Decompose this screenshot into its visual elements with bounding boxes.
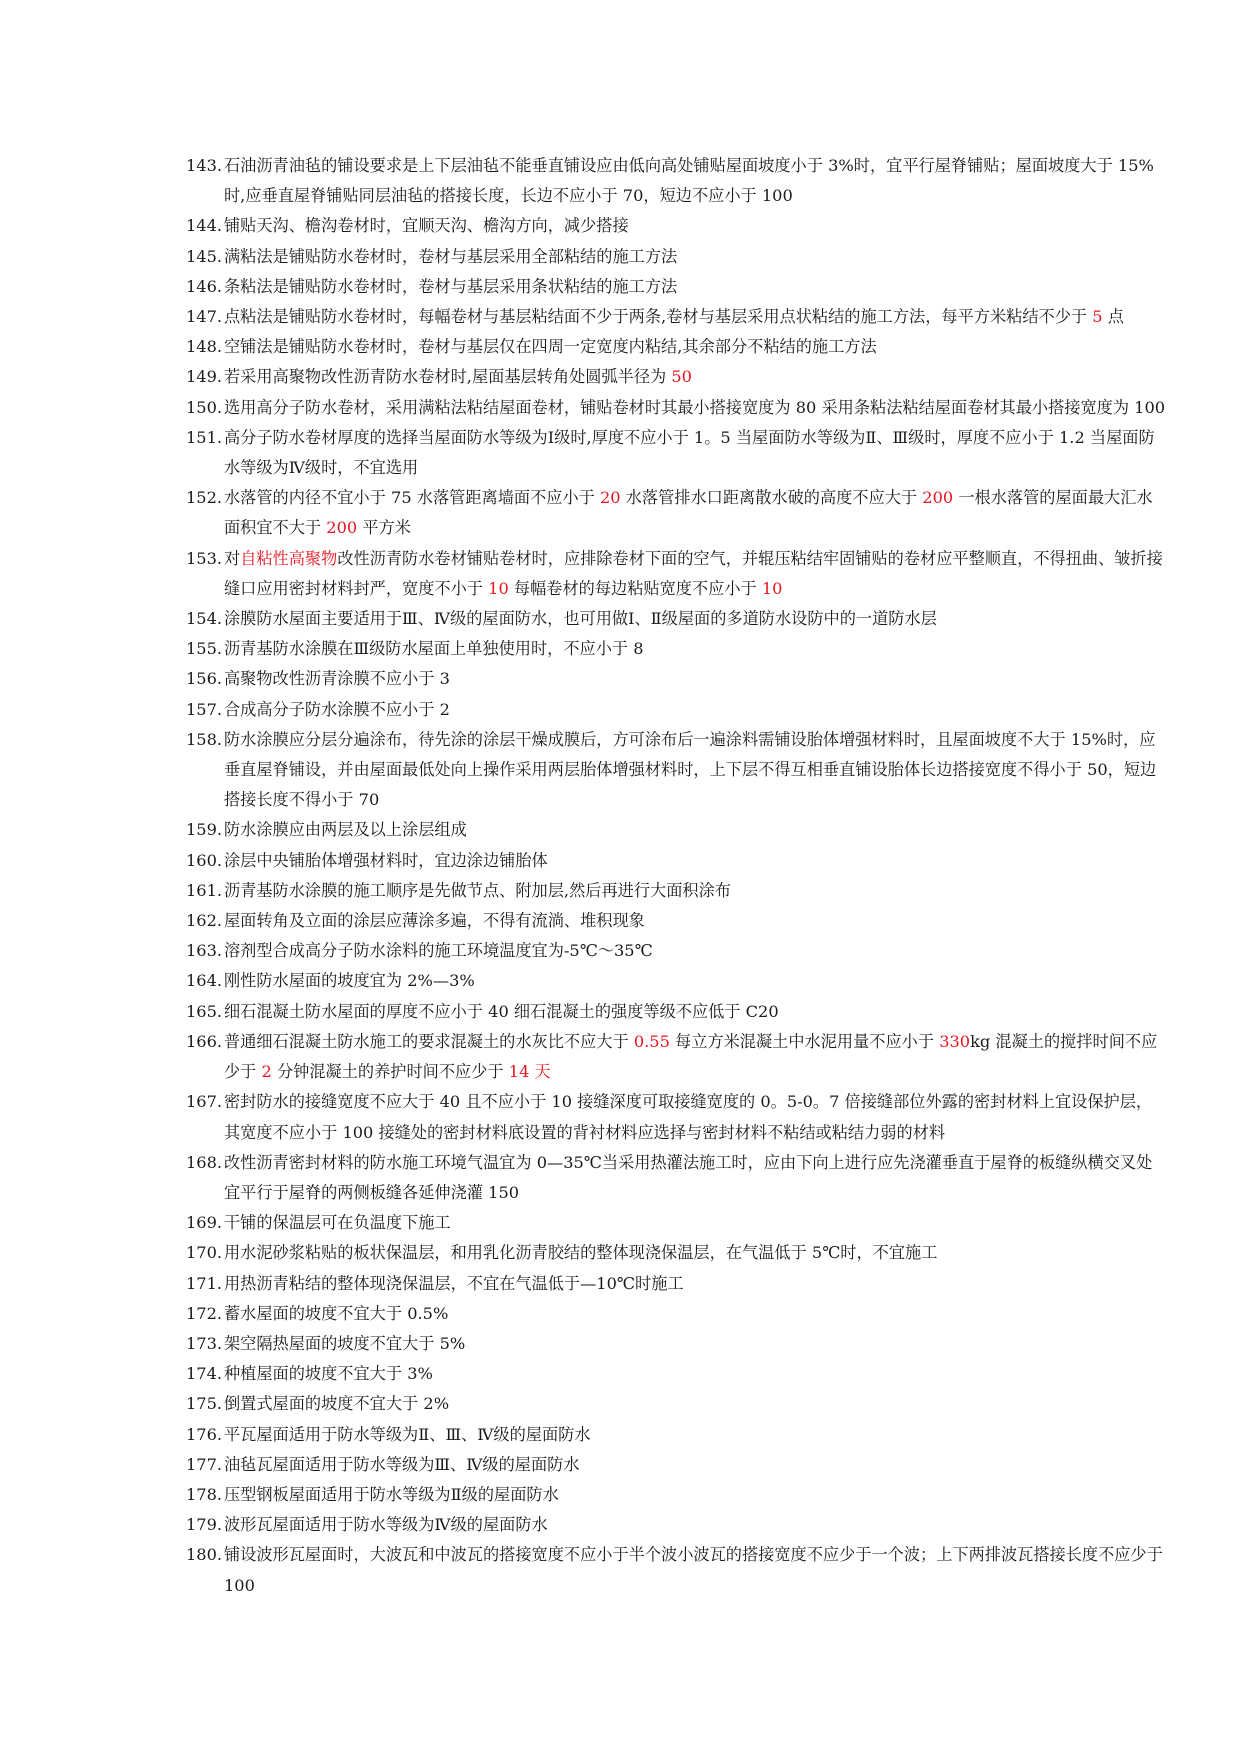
list-item bbox=[186, 393, 1166, 423]
text-segment: 空铺法是铺贴防水卷材时，卷材与基层仅在四周一定宽度内粘结,其余部分不粘结的施工方法 bbox=[224, 337, 877, 357]
text-segment: 溶剂型合成高分子防水涂料的施工环境温度宜为-5℃～35℃ bbox=[224, 941, 653, 961]
item-number: 151. bbox=[186, 427, 223, 447]
text-segment: 屋面转角及立面的涂层应薄涂多遍，不得有流淌、堆积现象 bbox=[224, 911, 645, 931]
item-text bbox=[224, 1274, 684, 1293]
item-text bbox=[224, 549, 1163, 598]
list-item bbox=[186, 695, 1166, 725]
text-segment: 满粘法是铺贴防水卷材时，卷材与基层采用全部粘结的施工方法 bbox=[224, 246, 678, 266]
item-text bbox=[224, 1334, 465, 1353]
list-item bbox=[186, 151, 1166, 211]
list-item bbox=[186, 1238, 1166, 1268]
list-item bbox=[186, 966, 1166, 996]
highlighted-text: 10 bbox=[761, 578, 783, 598]
item-number: 173. bbox=[186, 1333, 223, 1353]
text-segment: 对 bbox=[224, 548, 241, 568]
list-item bbox=[186, 846, 1166, 876]
text-segment: 波形瓦屋面适用于防水等级为Ⅳ级的屋面防水 bbox=[224, 1515, 548, 1535]
list-item bbox=[186, 1510, 1166, 1540]
item-text bbox=[224, 1545, 1163, 1594]
item-text bbox=[224, 1455, 580, 1474]
text-segment: 种植屋面的坡度不宜大于 3% bbox=[224, 1364, 433, 1384]
item-text bbox=[224, 1153, 1152, 1202]
list-item bbox=[186, 272, 1166, 302]
text-segment: 一根水落管的屋面最大汇水面积宜不大于 bbox=[224, 488, 1153, 538]
text-segment: 分钟混凝土的养护时间不应少于 bbox=[271, 1062, 509, 1082]
item-number: 166. bbox=[186, 1031, 223, 1051]
text-segment: 用热沥青粘结的整体现浇保温层，不宜在气温低于—10℃时施工 bbox=[224, 1273, 684, 1293]
numbered-list bbox=[186, 151, 1166, 1601]
text-segment: kg 混凝土的搅拌时间不应少于 bbox=[224, 1031, 1158, 1082]
list-item bbox=[186, 1299, 1166, 1329]
item-number: 178. bbox=[186, 1484, 223, 1504]
item-text bbox=[224, 277, 677, 296]
item-text bbox=[224, 1032, 1157, 1081]
item-number: 152. bbox=[186, 488, 223, 508]
item-text bbox=[224, 1304, 448, 1323]
text-segment: 细石混凝土防水屋面的厚度不应小于 40 细石混凝土的强度等级不应低于 C20 bbox=[224, 1001, 779, 1021]
list-item bbox=[186, 1359, 1166, 1389]
item-number: 180. bbox=[186, 1545, 223, 1565]
item-number: 154. bbox=[186, 609, 223, 629]
text-segment: 倒置式屋面的坡度不宜大于 2% bbox=[224, 1394, 450, 1414]
text-segment: 改性沥青密封材料的防水施工环境气温宜为 0—35℃当采用热灌法施工时，应由下向上进行应先浇灌垂直于屋脊的板缝纵横交叉处宜平行于屋脊的两侧板缝各延伸浇灌 150 bbox=[224, 1152, 1153, 1202]
list-item bbox=[186, 634, 1166, 664]
list-item bbox=[186, 906, 1166, 936]
item-number: 150. bbox=[186, 397, 223, 417]
item-text bbox=[224, 609, 937, 628]
text-segment: 蓄水屋面的坡度不宜大于 0.5% bbox=[224, 1303, 449, 1323]
list-item bbox=[186, 302, 1166, 332]
item-number: 160. bbox=[186, 850, 223, 870]
item-text bbox=[224, 247, 677, 266]
text-segment: 合成高分子防水涂膜不应小于 2 bbox=[224, 699, 450, 719]
item-number: 156. bbox=[186, 669, 223, 689]
text-segment: 每幅卷材的每边粘贴宽度不应小于 bbox=[508, 578, 762, 598]
list-item bbox=[186, 1389, 1166, 1419]
list-item bbox=[186, 483, 1166, 543]
text-segment: 油毡瓦屋面适用于防水等级为Ⅲ、Ⅳ级的屋面防水 bbox=[224, 1454, 580, 1474]
item-number: 161. bbox=[186, 880, 223, 900]
item-number: 147. bbox=[186, 307, 223, 327]
item-text bbox=[224, 820, 467, 839]
item-number: 148. bbox=[186, 337, 223, 357]
text-segment: 沥青基防水涂膜的施工顺序是先做节点、附加层,然后再进行大面积涂布 bbox=[224, 880, 731, 900]
text-segment: 水落管排水口距离散水破的高度不应大于 bbox=[620, 488, 923, 508]
list-item bbox=[186, 1087, 1166, 1147]
item-text bbox=[224, 1394, 449, 1413]
list-item bbox=[186, 1269, 1166, 1299]
text-segment: 每立方米混凝土中水泥用量不应小于 bbox=[669, 1031, 940, 1051]
text-segment: 防水涂膜应由两层及以上涂层组成 bbox=[224, 820, 467, 840]
item-number: 164. bbox=[186, 971, 223, 991]
item-number: 149. bbox=[186, 367, 223, 387]
text-segment: 若采用高聚物改性沥青防水卷材时,屋面基层转角处圆弧半径为 bbox=[224, 367, 672, 387]
item-text bbox=[224, 1213, 451, 1232]
text-segment: 压型钢板屋面适用于防水等级为Ⅱ级的屋面防水 bbox=[224, 1484, 559, 1504]
item-text bbox=[224, 669, 450, 688]
highlighted-text: 2 bbox=[261, 1062, 272, 1082]
list-item bbox=[186, 242, 1166, 272]
item-text bbox=[224, 730, 1156, 809]
item-number: 170. bbox=[186, 1243, 223, 1263]
text-segment: 平方米 bbox=[357, 518, 411, 538]
item-text bbox=[224, 398, 1165, 417]
item-text bbox=[224, 1485, 559, 1504]
list-item bbox=[186, 1148, 1166, 1208]
text-segment: 平瓦屋面适用于防水等级为Ⅱ、Ⅲ、Ⅳ级的屋面防水 bbox=[224, 1424, 591, 1444]
item-text bbox=[224, 307, 1124, 326]
list-item bbox=[186, 997, 1166, 1027]
item-number: 171. bbox=[186, 1273, 223, 1293]
highlighted-text: 20 bbox=[599, 488, 621, 508]
item-text bbox=[224, 1364, 433, 1383]
item-text bbox=[224, 851, 548, 870]
item-text bbox=[224, 1425, 591, 1444]
item-text bbox=[224, 881, 731, 900]
item-number: 146. bbox=[186, 276, 223, 296]
highlighted-text: 0.55 bbox=[633, 1031, 670, 1051]
item-number: 163. bbox=[186, 941, 223, 961]
list-item bbox=[186, 362, 1166, 392]
highlighted-text: 200 bbox=[922, 488, 954, 508]
list-item bbox=[186, 1329, 1166, 1359]
item-text bbox=[224, 639, 644, 658]
item-number: 143. bbox=[186, 156, 223, 175]
item-number: 157. bbox=[186, 699, 223, 719]
item-text bbox=[224, 367, 692, 386]
highlighted-text: 10 bbox=[488, 578, 509, 598]
text-segment: 改性沥青防水卷材铺贴卷材时，应排除卷材下面的空气，并辊压粘结牢固铺贴的卷材应平整顺直，不得扭曲、皱折接缝口应用密封材料封严，宽度不小于 bbox=[224, 548, 1163, 598]
item-number: 167. bbox=[186, 1092, 223, 1112]
item-number: 177. bbox=[186, 1454, 223, 1474]
highlighted-text: 50 bbox=[671, 367, 692, 387]
item-text bbox=[224, 1515, 548, 1534]
text-segment: 涂层中央铺胎体增强材料时，宜边涂边铺胎体 bbox=[224, 850, 548, 870]
text-segment: 用水泥砂浆粘贴的板状保温层，和用乳化沥青胶结的整体现浇保温层，在气温低于 5℃时，不宜施工 bbox=[224, 1243, 938, 1263]
item-number: 165. bbox=[186, 1001, 223, 1021]
text-segment: 铺设波形瓦屋面时，大波瓦和中波瓦的搭接宽度不应小于半个波小波瓦的搭接宽度不应少于一个波；上下两排波瓦搭接长度不应少于 100 bbox=[224, 1545, 1163, 1595]
item-text bbox=[224, 971, 475, 990]
item-number: 174. bbox=[186, 1364, 223, 1384]
item-number: 153. bbox=[186, 548, 223, 568]
item-text bbox=[224, 941, 653, 960]
list-item bbox=[186, 544, 1166, 604]
text-segment: 高分子防水卷材厚度的选择当屋面防水等级为Ⅰ级时,厚度不应小于 1。5 当屋面防水等级为Ⅱ、Ⅲ级时，厚度不应小于 1.2 当屋面防水等级为Ⅳ级时，不宜选用 bbox=[224, 427, 1155, 478]
list-item bbox=[186, 876, 1166, 906]
item-text bbox=[224, 156, 1154, 205]
item-number: 176. bbox=[186, 1424, 223, 1444]
list-item bbox=[186, 211, 1166, 241]
list-item bbox=[186, 664, 1166, 694]
text-segment: 普通细石混凝土防水施工的要求混凝土的水灰比不应大于 bbox=[224, 1031, 634, 1051]
list-item bbox=[186, 604, 1166, 634]
list-item bbox=[186, 815, 1166, 845]
highlighted-text: 200 bbox=[326, 518, 358, 538]
list-item bbox=[186, 936, 1166, 966]
item-text bbox=[224, 700, 450, 719]
item-number: 155. bbox=[186, 639, 223, 659]
text-segment: 防水涂膜应分层分遍涂布，待先涂的涂层干燥成膜后，方可涂布后一遍涂料需铺设胎体增强材料时，且屋面坡度不大于 15%时，应垂直屋脊铺设，并由屋面最低处向上操作采用两层胎体增强材料时，上下层不得互相垂直铺设胎体长边搭接宽度不得小于 50，短边搭接长度不得小于 70 bbox=[224, 729, 1157, 810]
list-item bbox=[186, 332, 1166, 362]
text-segment: 密封防水的接缝宽度不应大于 40 且不应小于 10 接缝深度可取接缝宽度的 0。5-0。7 倍接缝部位外露的密封材料上宜设保护层，其宽度不应小于 100 接缝处的密封材料底设置的背衬材料应选择与密封材料不粘结或粘结力弱的材料 bbox=[224, 1092, 1153, 1142]
highlighted-text: 330 bbox=[939, 1031, 971, 1051]
item-text bbox=[224, 911, 645, 930]
text-segment: 点 bbox=[1102, 307, 1124, 327]
item-text bbox=[224, 337, 877, 356]
text-segment: 石油沥青油毡的铺设要求是上下层油毡不能垂直铺设应由低向高处铺贴屋面坡度小于 3%时，宜平行屋脊铺贴；屋面坡度大于 15%时,应垂直屋脊铺贴同层油毡的搭接长度，长边不应小于 70，短边不应小于 100 bbox=[224, 156, 1154, 206]
item-text bbox=[224, 1002, 779, 1021]
item-number: 168. bbox=[186, 1152, 223, 1172]
text-segment: 高聚物改性沥青涂膜不应小于 3 bbox=[224, 669, 450, 689]
item-number: 175. bbox=[186, 1394, 223, 1414]
list-item bbox=[186, 423, 1166, 483]
item-number: 169. bbox=[186, 1213, 223, 1233]
text-segment: 选用高分子防水卷材，采用满粘法粘结屋面卷材，铺贴卷材时其最小搭接宽度为 80 采用条粘法粘结屋面卷材其最小搭接宽度为 100 bbox=[224, 397, 1166, 417]
list-item bbox=[186, 1208, 1166, 1238]
list-item bbox=[186, 725, 1166, 816]
item-text bbox=[224, 1243, 937, 1262]
text-segment: 刚性防水屋面的坡度宜为 2%—3% bbox=[224, 971, 475, 991]
text-segment: 架空隔热屋面的坡度不宜大于 5% bbox=[224, 1333, 466, 1353]
highlighted-text: 自粘性高聚物 bbox=[240, 548, 338, 568]
text-segment: 条粘法是铺贴防水卷材时，卷材与基层采用条状粘结的施工方法 bbox=[224, 276, 678, 296]
item-text bbox=[224, 1092, 1152, 1141]
list-item bbox=[186, 1480, 1166, 1510]
text-segment: 铺贴天沟、檐沟卷材时，宜顺天沟、檐沟方向，减少搭接 bbox=[224, 216, 629, 236]
item-number: 179. bbox=[186, 1515, 223, 1535]
text-segment: 沥青基防水涂膜在Ⅲ级防水屋面上单独使用时，不应小于 8 bbox=[224, 639, 644, 659]
item-number: 172. bbox=[186, 1303, 223, 1323]
item-text bbox=[224, 428, 1155, 477]
list-item bbox=[186, 1450, 1166, 1480]
text-segment: 涂膜防水屋面主要适用于Ⅲ、Ⅳ级的屋面防水，也可用做Ⅰ、Ⅱ级屋面的多道防水设防中的一道防水层 bbox=[224, 609, 937, 629]
highlighted-text: 14 天 bbox=[508, 1062, 551, 1082]
list-item bbox=[186, 1027, 1166, 1087]
item-number: 158. bbox=[186, 729, 223, 749]
item-text bbox=[224, 488, 1153, 537]
highlighted-text: 5 bbox=[1092, 307, 1103, 327]
list-item bbox=[186, 1540, 1166, 1600]
list-item bbox=[186, 1420, 1166, 1450]
item-number: 145. bbox=[186, 246, 223, 266]
text-segment: 水落管的内径不宜小于 75 水落管距离墙面不应小于 bbox=[224, 488, 600, 508]
text-segment: 干铺的保温层可在负温度下施工 bbox=[224, 1213, 451, 1233]
item-number: 144. bbox=[186, 216, 223, 236]
text-segment: 点粘法是铺贴防水卷材时，每幅卷材与基层粘结面不少于两条,卷材与基层采用点状粘结的施工方法，每平方米粘结不少于 bbox=[224, 307, 1093, 327]
item-number: 159. bbox=[186, 820, 223, 840]
item-text bbox=[224, 216, 629, 235]
item-number: 162. bbox=[186, 911, 223, 931]
